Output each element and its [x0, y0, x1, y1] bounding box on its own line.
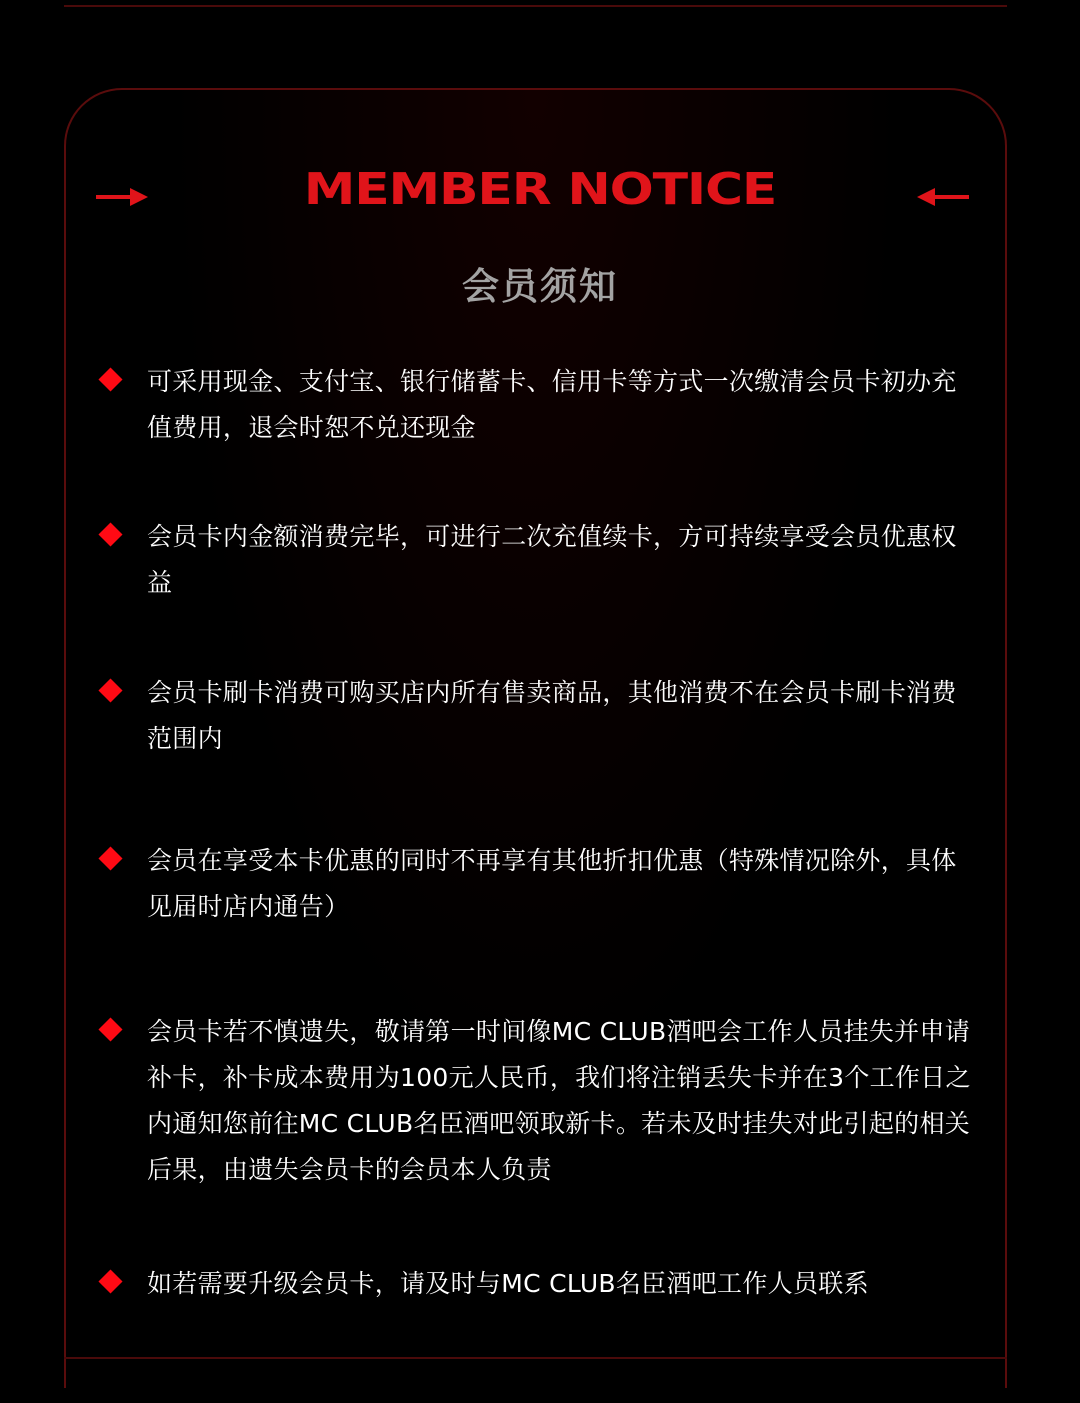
notice-text: 可采用现金、支付宝、银行储蓄卡、信用卡等方式一次缴清会员卡初办充值费用，退会时恕不兑还现金 — [147, 367, 957, 442]
notice-text: 如若需要升级会员卡，请及时与MC CLUB名臣酒吧工作人员联系 — [147, 1269, 869, 1298]
red-diamond-icon — [98, 522, 122, 546]
red-diamond-icon — [98, 846, 122, 870]
page-title: MEMBER NOTICE — [303, 164, 777, 215]
red-diamond-icon — [98, 367, 122, 391]
notice-text: 会员卡若不慎遗失，敬请第一时间像MC CLUB酒吧会工作人员挂失并申请补卡，补卡成本费用为100元人民币，我们将注销丢失卡并在3个工作日之内通知您前往MC CLUB名臣酒吧领取新卡。若未及时挂失对此引起的相关后果，由遗失会员卡的会员本人负责 — [147, 1017, 971, 1184]
red-diamond-icon — [98, 1269, 122, 1293]
notice-text: 会员卡刷卡消费可购买店内所有售卖商品，其他消费不在会员卡刷卡消费范围内 — [147, 678, 957, 753]
notice-text: 会员在享受本卡优惠的同时不再享有其他折扣优惠（特殊情况除外，具体见届时店内通告） — [147, 846, 957, 921]
bottom-divider — [64, 1357, 1007, 1359]
red-diamond-icon — [98, 1017, 122, 1041]
notice-text: 会员卡内金额消费完毕，可进行二次充值续卡，方可持续享受会员优惠权益 — [147, 522, 957, 597]
page-subtitle: 会员须知 — [462, 265, 618, 308]
red-diamond-icon — [98, 678, 122, 702]
